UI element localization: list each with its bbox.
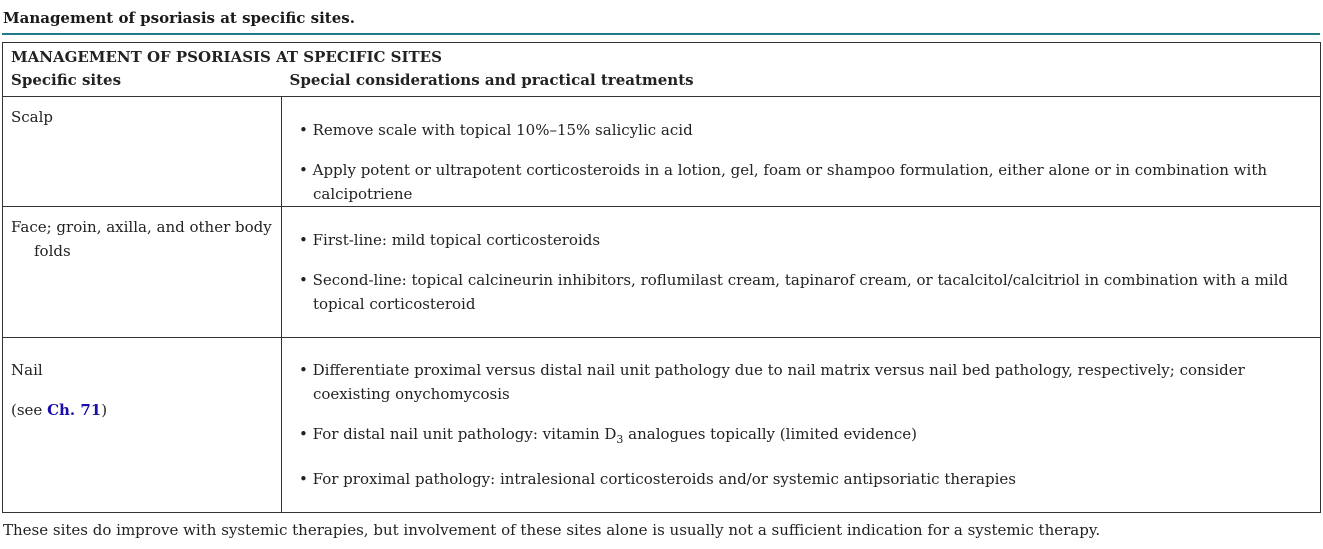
site-cell-face [3, 207, 282, 338]
site-cell-scalp [3, 97, 282, 207]
column-header-treatments: Special considerations and practical treatments [282, 69, 1321, 97]
treatment-cell-nail [282, 338, 1321, 513]
table-row [3, 338, 1321, 513]
column-header-sites: Specific sites [3, 69, 282, 97]
table-title: MANAGEMENT OF PSORIASIS AT SPECIFIC SITES [3, 43, 1321, 69]
management-table [2, 42, 1321, 513]
site-label: Face; groin, axilla, and other body folds [11, 218, 272, 260]
see-chapter-reference: (see Ch. 71) [11, 401, 108, 419]
treatment-cell-scalp [282, 97, 1321, 207]
table-footnote: These sites do improve with systemic therapies, but involvement of these sites alone is usually not a sufficient indication for a systemic therapy. [3, 521, 1101, 539]
site-cell-nail [3, 338, 282, 513]
table-row [3, 97, 1321, 207]
treatment-item: • For proximal pathology: intralesional corticosteroids and/or systemic antipsoriatic therapies [299, 470, 1016, 488]
treatment-item: • First-line: mild topical corticosteroids [299, 231, 601, 249]
treatment-item: • Apply potent or ultrapotent corticosteroids in a lotion, gel, foam or shampoo formulation, either alone or in combination with calcipotriene [299, 161, 1268, 203]
treatment-item: • Differentiate proximal versus distal nail unit pathology due to nail matrix versus nail bed pathology, respectively; consider coexisting onychomycosis [299, 361, 1245, 403]
chapter-link[interactable]: Ch. 71 [47, 401, 102, 419]
table-caption: Management of psoriasis at specific sites. [3, 9, 355, 27]
treatment-item: • Second-line: topical calcineurin inhibitors, roflumilast cream, tapinarof cream, or tacalcitol/calcitriol in combination with a mild topical corticosteroid [299, 271, 1289, 313]
site-label: Nail [11, 361, 43, 379]
site-label: Scalp [11, 108, 54, 126]
treatment-item: • Remove scale with topical 10%–15% salicylic acid [299, 121, 693, 139]
table-row [3, 207, 1321, 338]
treatment-cell-face [282, 207, 1321, 338]
caption-divider [2, 33, 1320, 35]
treatment-item: • For distal nail unit pathology: vitamin $D_3$ analogues topically (limited evidence) [299, 425, 917, 446]
